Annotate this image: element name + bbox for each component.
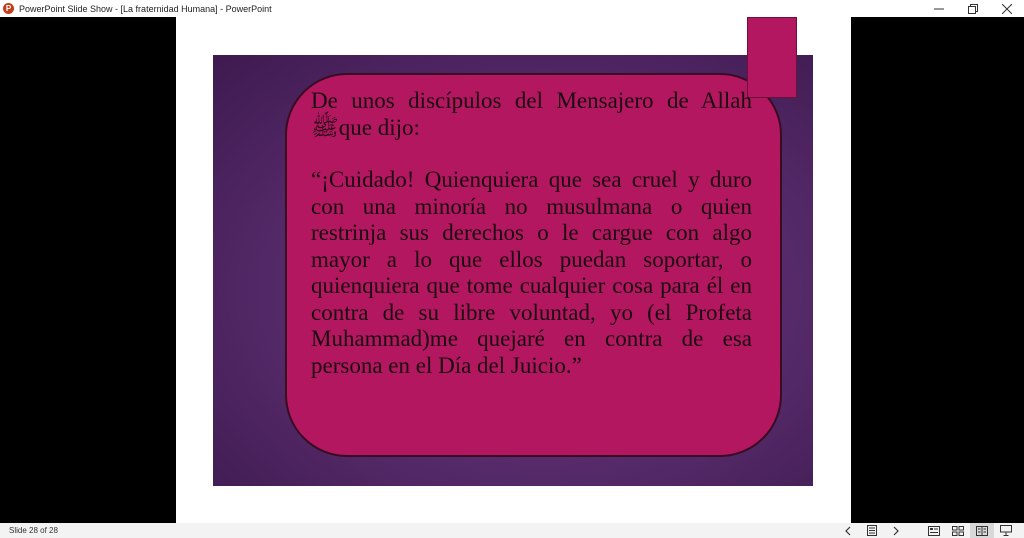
- normal-view-button[interactable]: [922, 523, 946, 538]
- close-button[interactable]: [990, 0, 1024, 17]
- paragraph-spacer: [311, 141, 752, 167]
- minimize-icon: [934, 4, 944, 14]
- notes-icon: [867, 525, 877, 536]
- title-bar: [0, 0, 1024, 17]
- status-bar: [0, 523, 1024, 538]
- slide-text-body: [311, 88, 752, 379]
- powerpoint-app-icon: P: [3, 3, 14, 14]
- reading-view-button[interactable]: [970, 523, 994, 538]
- letterbox-left: [0, 17, 176, 523]
- intro-paragraph: De unos discípulos del Mensajero de Allah ﷺque dijo:: [311, 88, 752, 140]
- next-slide-button[interactable]: [884, 523, 908, 538]
- window-controls: [922, 0, 1024, 17]
- letterbox-right: [851, 17, 1024, 523]
- restore-icon: [968, 4, 978, 14]
- slide-counter: Slide 28 of 28: [9, 526, 58, 535]
- restore-button[interactable]: [956, 0, 990, 17]
- normal-view-icon: [928, 526, 940, 536]
- quote-paragraph: “¡Cuidado! Quienquiera que sea cruel y duro con una minoría no musulmana o quien restrinja sus derechos o le cargue con algo mayor a lo que ellos puedan soportar, o quienquiera que tome cualquier cosa para él en contra de su libre voluntad, yo (el Profeta Muhammad)me quejaré en contra de esa persona en el Día del Juicio.”: [311, 167, 752, 378]
- window-title: PowerPoint Slide Show - [La fraternidad Humana] - PowerPoint: [19, 3, 272, 14]
- close-icon: [1002, 4, 1012, 14]
- slide-show-button[interactable]: [994, 523, 1018, 538]
- slide-sorter-icon: [952, 526, 964, 536]
- chevron-left-icon: [844, 526, 852, 536]
- previous-slide-button[interactable]: [836, 523, 860, 538]
- slide-sorter-button[interactable]: [946, 523, 970, 538]
- reading-view-icon: [976, 526, 988, 536]
- slide-show-icon: [1000, 525, 1012, 536]
- minimize-button[interactable]: [922, 0, 956, 17]
- chevron-right-icon: [892, 526, 900, 536]
- corner-decoration: [747, 17, 797, 98]
- slideshow-controls: [836, 523, 1018, 538]
- status-spacer: [908, 523, 922, 538]
- slide-menu-button[interactable]: [860, 523, 884, 538]
